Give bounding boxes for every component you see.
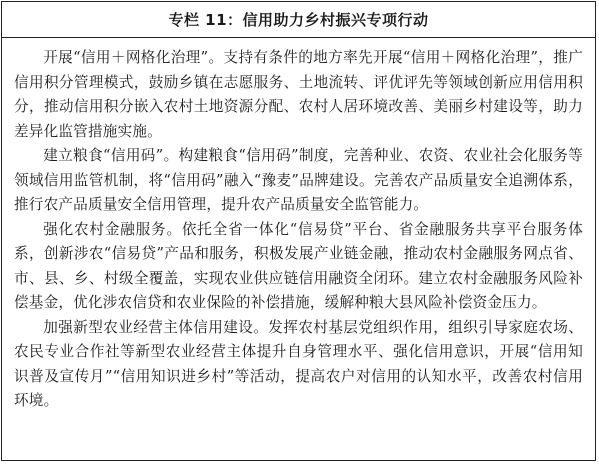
- paragraph-grid-governance: 开展“信用＋网格化治理”。支持有条件的地方率先开展“信用＋网格化治理”，推广信用积分管理模式，鼓励乡镇在志愿服务、土地流转、评优评先等领域创新应用信用积分，推动信用积分嵌入农村土地资源分配、农村人居环境改善、美丽乡村建设等，助力差异化监管措施实施。: [14, 49, 583, 140]
- column-content: [2, 38, 595, 414]
- paragraph-rural-finance: 强化农村金融服务。依托全省一体化“信易贷”平台、省金融服务共享平台服务体系，创新涉农“信易贷”产品和服务，积极发展产业链金融，推动农村金融服务网点省、市、县、乡、村级全覆盖，实现农业供应链信用融资全闭环。建立农村金融服务风险补偿基金，优化涉农信贷和农业保险的补偿措施，缓解种粮大县风险补偿资金压力。: [14, 220, 583, 311]
- paragraph-agri-entity-credit: 加强新型农业经营主体信用建设。发挥农村基层党组织作用，组织引导家庭农场、农民专业合作社等新型农业经营主体提升自身管理水平、强化信用意识，开展“信用知识普及宣传月”“信用知识进乡村”等活动，提高农户对信用的认知水平，改善农村信用环境。: [14, 318, 583, 409]
- paragraph-grain-credit-code: 建立粮食“信用码”。构建粮食“信用码”制度，完善种业、农资、农业社会化服务等领域信用监管机制，将“信用码”融入“豫麦”品牌建设。完善农产品质量安全追溯体系，推行农产品质量安全信用管理，提升农产品质量安全监管能力。: [14, 147, 583, 213]
- column-title: 专栏 11：信用助力乡村振兴专项行动: [168, 11, 429, 29]
- column-box: [1, 1, 596, 461]
- title-bar: [2, 2, 595, 38]
